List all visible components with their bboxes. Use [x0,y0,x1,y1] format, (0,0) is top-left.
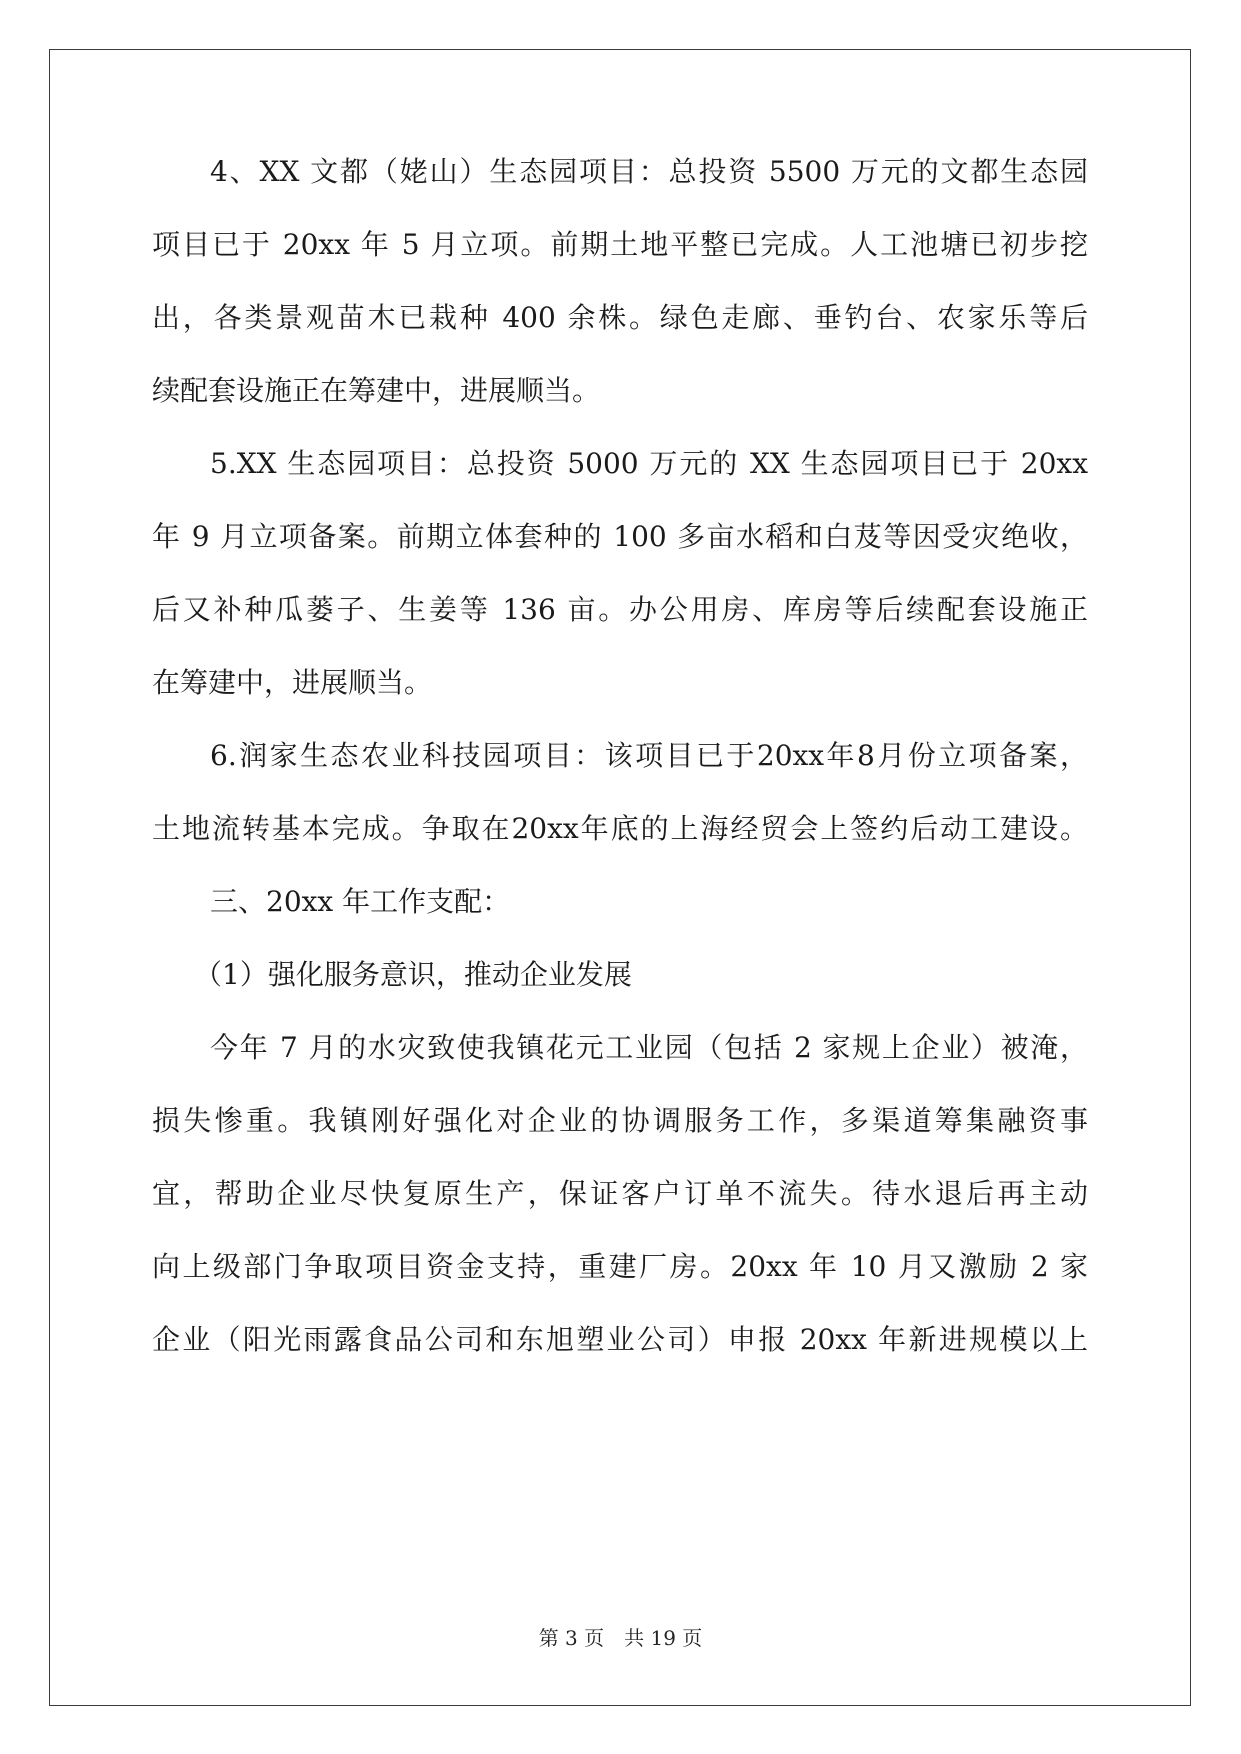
section-heading: 三、20xx 年工作支配： [210,885,511,918]
subsection-heading: （1）强化服务意识，推动企业发展 [194,958,632,991]
text-line: 4、XX 文都（姥山）生态园项目：总投资 5500 万元的文都生态园 [210,155,1088,188]
text-line: 项目已于 20xx 年 5 月立项。前期土地平整已完成。人工池塘已初步挖 [152,228,1088,261]
text-line: 土地流转基本完成。争取在20xx年底的上海经贸会上签约后动工建设。 [152,812,1088,845]
text-line: 6.润家生态农业科技园项目：该项目已于20xx年8月份立项备案， [210,739,1088,772]
text-line: 企业（阳光雨露食品公司和东旭塑业公司）申报 20xx 年新进规模以上 [152,1323,1088,1356]
text-line: 续配套设施正在筹建中，进展顺当。 [152,374,601,407]
text-line: 5.XX 生态园项目：总投资 5000 万元的 XX 生态园项目已于 20xx [210,447,1088,480]
text-line: 后又补种瓜蒌子、生姜等 136 亩。办公用房、库房等后续配套设施正 [152,593,1088,626]
page-number-footer: 第 3 页 共 19 页 [538,1626,703,1650]
text-line: 宜，帮助企业尽快复原生产，保证客户订单不流失。待水退后再主动 [152,1177,1088,1210]
text-line: 损失惨重。我镇刚好强化对企业的协调服务工作，多渠道筹集融资事 [152,1104,1088,1137]
text-line: 向上级部门争取项目资金支持，重建厂房。20xx 年 10 月又激励 2 家 [152,1250,1088,1283]
text-line: 在筹建中，进展顺当。 [152,666,433,699]
text-line: 出，各类景观苗木已栽种 400 余株。绿色走廊、垂钓台、农家乐等后 [152,301,1088,334]
text-line: 年 9 月立项备案。前期立体套种的 100 多亩水稻和白芨等因受灾绝收， [152,520,1088,553]
text-line: 今年 7 月的水灾致使我镇花元工业园（包括 2 家规上企业）被淹， [210,1031,1088,1064]
